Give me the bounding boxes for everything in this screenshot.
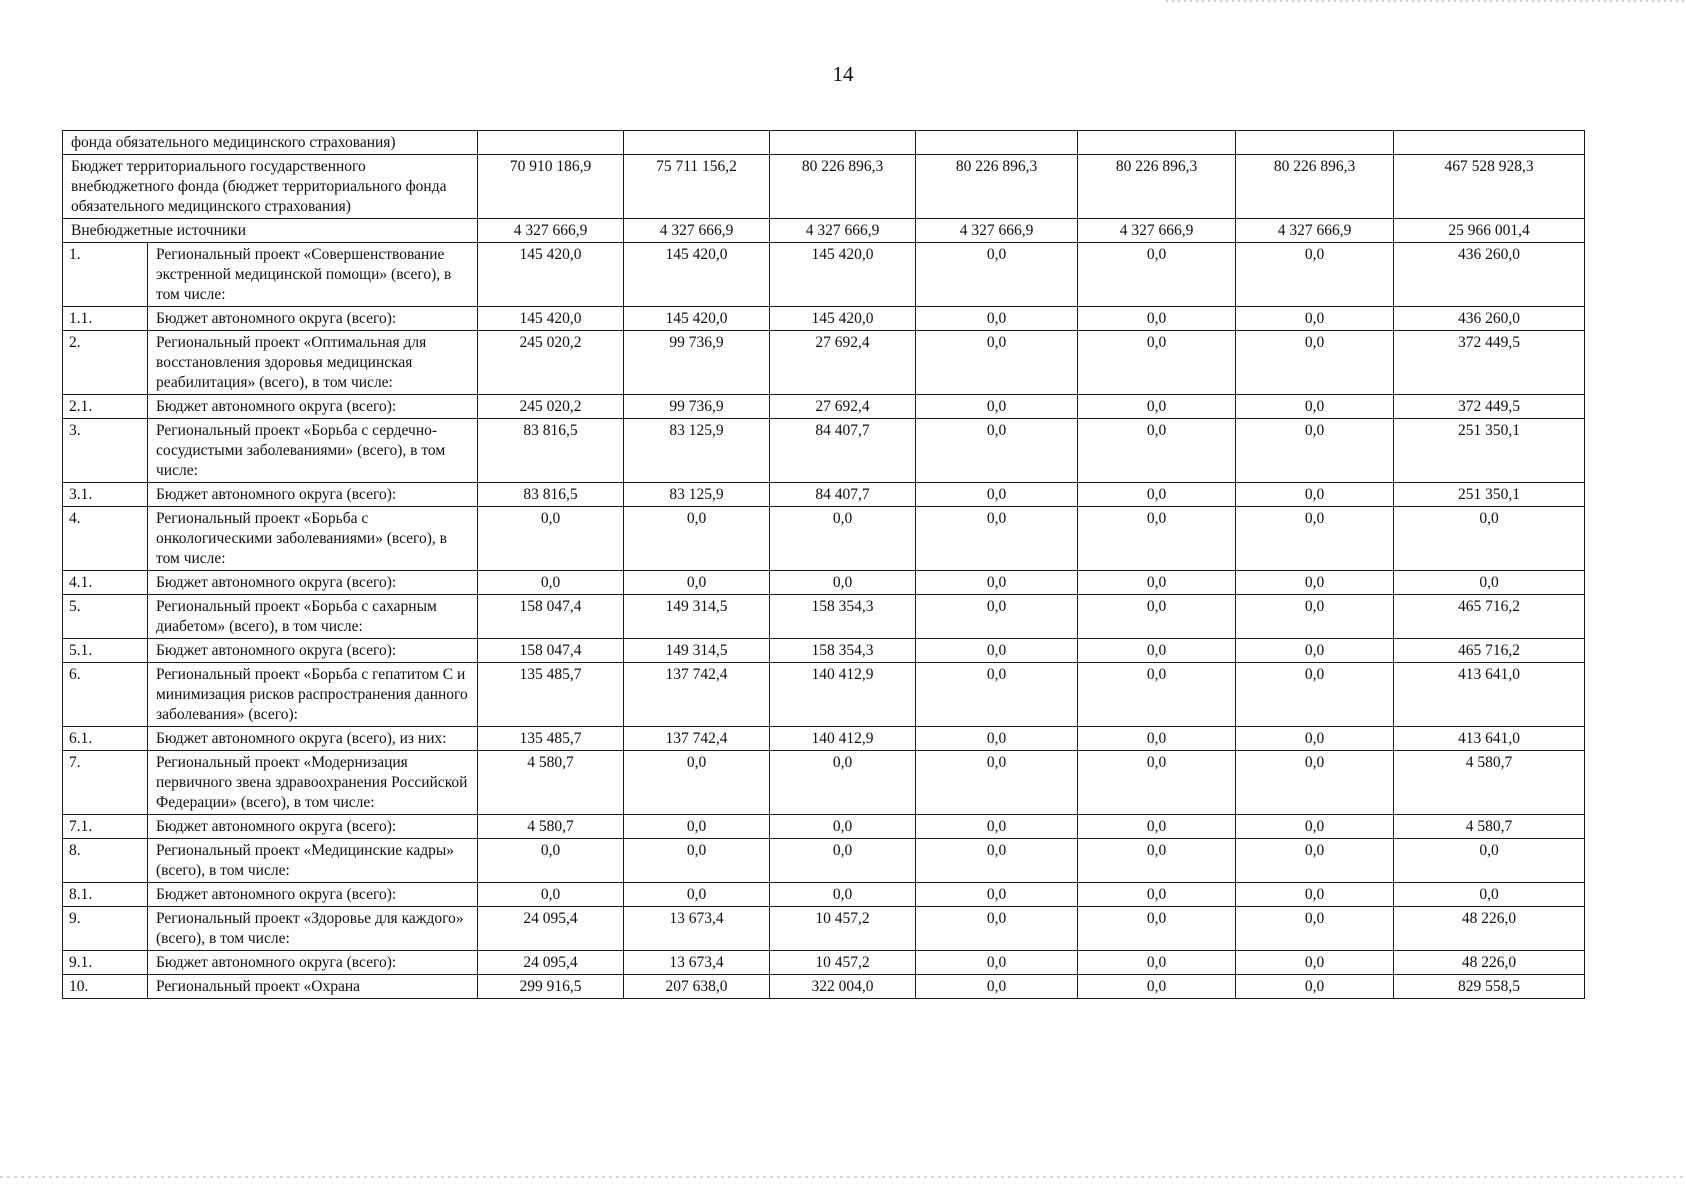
row-value: 0,0 [1078,507,1236,571]
row-value: 145 420,0 [770,307,916,331]
row-value: 70 910 186,9 [478,155,624,219]
table-row [63,395,1585,419]
row-label: Бюджет автономного округа (всего): [148,883,478,907]
row-value: 158 047,4 [478,595,624,639]
row-value [624,131,770,155]
table-body [63,131,1585,999]
row-label: Бюджет автономного округа (всего): [148,307,478,331]
table-row [63,155,1585,219]
row-value: 0,0 [916,595,1078,639]
row-value: 0,0 [916,571,1078,595]
row-value: 145 420,0 [478,307,624,331]
row-value: 0,0 [1236,815,1394,839]
row-value: 0,0 [1078,907,1236,951]
row-code: 3.1. [63,483,148,507]
table-row [63,571,1585,595]
row-value: 0,0 [770,507,916,571]
row-value: 80 226 896,3 [1236,155,1394,219]
row-value: 0,0 [624,883,770,907]
table-row [63,243,1585,307]
row-total-value: 467 528 928,3 [1394,155,1585,219]
table-row [63,907,1585,951]
row-label: Региональный проект «Здоровье для каждого» (всего), в том числе: [148,907,478,951]
row-value: 0,0 [916,815,1078,839]
row-value: 0,0 [1078,839,1236,883]
row-value: 0,0 [916,751,1078,815]
table-row [63,727,1585,751]
row-value: 0,0 [1078,483,1236,507]
row-value: 149 314,5 [624,639,770,663]
row-value: 80 226 896,3 [1078,155,1236,219]
row-value: 0,0 [916,483,1078,507]
scan-edge-top [1166,0,1686,2]
row-label: Бюджет автономного округа (всего): [148,395,478,419]
budget-table [62,130,1585,999]
row-value: 4 327 666,9 [1236,219,1394,243]
row-value: 0,0 [1078,307,1236,331]
table-row [63,219,1585,243]
row-value: 0,0 [916,419,1078,483]
row-code: 9. [63,907,148,951]
row-value: 83 125,9 [624,483,770,507]
table-row [63,951,1585,975]
row-value [478,131,624,155]
row-value: 149 314,5 [624,595,770,639]
row-value: 0,0 [1236,331,1394,395]
table-row [63,419,1585,483]
row-value: 84 407,7 [770,419,916,483]
row-label: Бюджет территориального государственного внебюджетного фонда (бюджет территориального фонда обязательного медицинского страхования) [63,155,478,219]
row-value: 0,0 [916,307,1078,331]
row-label: Региональный проект «Совершенствование экстренной медицинской помощи» (всего), в том числе: [148,243,478,307]
row-label: Региональный проект «Модернизация первичного звена здравоохранения Российской Федерации» (всего), в том числе: [148,751,478,815]
row-value: 0,0 [916,663,1078,727]
row-value: 0,0 [916,507,1078,571]
row-total-value: 25 966 001,4 [1394,219,1585,243]
row-value: 0,0 [1236,395,1394,419]
row-code: 9.1. [63,951,148,975]
row-value: 0,0 [1236,839,1394,883]
row-value: 0,0 [1236,595,1394,639]
row-value: 245 020,2 [478,331,624,395]
row-value: 158 354,3 [770,595,916,639]
row-value: 137 742,4 [624,663,770,727]
row-value: 0,0 [1078,331,1236,395]
row-label: Бюджет автономного округа (всего): [148,951,478,975]
row-value: 4 327 666,9 [770,219,916,243]
row-label: Региональный проект «Борьба с онкологическими заболеваниями» (всего), в том числе: [148,507,478,571]
row-total-value: 48 226,0 [1394,907,1585,951]
row-value: 0,0 [1236,727,1394,751]
row-value: 4 327 666,9 [916,219,1078,243]
row-value: 0,0 [916,727,1078,751]
row-value: 145 420,0 [478,243,624,307]
row-value: 145 420,0 [624,307,770,331]
row-code: 4. [63,507,148,571]
row-label: Региональный проект «Охрана [148,975,478,999]
row-value: 0,0 [770,883,916,907]
row-code: 6.1. [63,727,148,751]
row-total-value: 0,0 [1394,571,1585,595]
table-row [63,839,1585,883]
row-value: 80 226 896,3 [916,155,1078,219]
row-value: 84 407,7 [770,483,916,507]
row-value: 207 638,0 [624,975,770,999]
row-code: 4.1. [63,571,148,595]
row-value: 0,0 [624,751,770,815]
row-value: 0,0 [916,639,1078,663]
table-row [63,883,1585,907]
row-label: Бюджет автономного округа (всего), из них: [148,727,478,751]
row-value: 24 095,4 [478,907,624,951]
row-value [1078,131,1236,155]
row-total-value: 4 580,7 [1394,815,1585,839]
table-row [63,507,1585,571]
row-value [1236,131,1394,155]
row-value: 0,0 [1236,243,1394,307]
row-value: 145 420,0 [770,243,916,307]
row-label: Региональный проект «Медицинские кадры» (всего), в том числе: [148,839,478,883]
row-value: 0,0 [770,815,916,839]
row-total-value: 251 350,1 [1394,483,1585,507]
row-value: 0,0 [916,243,1078,307]
row-value: 0,0 [1078,639,1236,663]
row-code: 10. [63,975,148,999]
row-value: 140 412,9 [770,727,916,751]
row-total-value: 48 226,0 [1394,951,1585,975]
row-value: 75 711 156,2 [624,155,770,219]
table-row [63,815,1585,839]
row-label: Региональный проект «Борьба с сердечно-сосудистыми заболеваниями» (всего), в том числе: [148,419,478,483]
row-label: Бюджет автономного округа (всего): [148,639,478,663]
row-value: 4 327 666,9 [624,219,770,243]
table-row [63,639,1585,663]
row-total-value: 0,0 [1394,839,1585,883]
row-label: фонда обязательного медицинского страхования) [63,131,478,155]
row-value: 0,0 [916,975,1078,999]
row-value: 0,0 [1236,951,1394,975]
row-value: 0,0 [1078,815,1236,839]
row-total-value: 4 580,7 [1394,751,1585,815]
row-value: 4 327 666,9 [478,219,624,243]
row-value: 0,0 [770,571,916,595]
row-value: 0,0 [624,507,770,571]
row-total-value: 436 260,0 [1394,243,1585,307]
page-number: 14 [832,62,854,86]
row-value: 0,0 [1236,507,1394,571]
table-row [63,307,1585,331]
row-value: 137 742,4 [624,727,770,751]
row-label: Бюджет автономного округа (всего): [148,571,478,595]
row-value: 158 354,3 [770,639,916,663]
row-label: Бюджет автономного округа (всего): [148,815,478,839]
row-value: 0,0 [1078,395,1236,419]
row-code: 1.1. [63,307,148,331]
row-value: 24 095,4 [478,951,624,975]
row-code: 2. [63,331,148,395]
row-value: 83 816,5 [478,483,624,507]
row-value: 80 226 896,3 [770,155,916,219]
row-value: 299 916,5 [478,975,624,999]
table-row [63,483,1585,507]
row-value: 27 692,4 [770,331,916,395]
row-value: 0,0 [478,839,624,883]
row-value: 0,0 [1236,307,1394,331]
row-total-value: 0,0 [1394,507,1585,571]
row-total-value: 413 641,0 [1394,727,1585,751]
row-value: 0,0 [478,507,624,571]
row-code: 2.1. [63,395,148,419]
row-value: 4 580,7 [478,815,624,839]
row-code: 8. [63,839,148,883]
row-value: 99 736,9 [624,331,770,395]
row-value: 0,0 [1236,751,1394,815]
row-value: 0,0 [1078,419,1236,483]
row-value [916,131,1078,155]
row-code: 7.1. [63,815,148,839]
row-value: 0,0 [1078,883,1236,907]
row-value: 140 412,9 [770,663,916,727]
row-value: 0,0 [1236,663,1394,727]
table-row [63,131,1585,155]
row-value: 158 047,4 [478,639,624,663]
row-total-value: 251 350,1 [1394,419,1585,483]
row-total-value: 372 449,5 [1394,331,1585,395]
table-row [63,331,1585,395]
row-label: Региональный проект «Борьба с сахарным диабетом» (всего), в том числе: [148,595,478,639]
row-value: 0,0 [770,751,916,815]
row-total-value: 436 260,0 [1394,307,1585,331]
row-value: 0,0 [1078,975,1236,999]
table-row [63,595,1585,639]
row-value: 0,0 [916,907,1078,951]
row-value: 0,0 [1078,951,1236,975]
row-value: 83 125,9 [624,419,770,483]
row-value: 0,0 [1078,595,1236,639]
row-value: 135 485,7 [478,727,624,751]
row-value [770,131,916,155]
row-value: 13 673,4 [624,951,770,975]
row-value: 0,0 [916,951,1078,975]
row-value: 0,0 [1078,243,1236,307]
row-value: 0,0 [916,395,1078,419]
row-code: 3. [63,419,148,483]
row-total-value: 413 641,0 [1394,663,1585,727]
row-code: 1. [63,243,148,307]
row-code: 6. [63,663,148,727]
row-label: Внебюджетные источники [63,219,478,243]
row-value: 0,0 [1236,639,1394,663]
row-value: 135 485,7 [478,663,624,727]
row-value: 0,0 [1078,663,1236,727]
row-code: 7. [63,751,148,815]
row-value: 83 816,5 [478,419,624,483]
row-value: 10 457,2 [770,907,916,951]
row-value: 0,0 [1078,571,1236,595]
row-label: Региональный проект «Оптимальная для восстановления здоровья медицинская реабилитация» (всего), в том числе: [148,331,478,395]
row-value: 4 580,7 [478,751,624,815]
row-value: 0,0 [1236,483,1394,507]
row-value: 0,0 [916,839,1078,883]
row-value: 27 692,4 [770,395,916,419]
row-value: 0,0 [1236,419,1394,483]
row-value: 10 457,2 [770,951,916,975]
row-value: 0,0 [770,839,916,883]
row-value: 0,0 [916,331,1078,395]
row-value: 4 327 666,9 [1078,219,1236,243]
row-code: 5. [63,595,148,639]
row-value: 0,0 [478,571,624,595]
row-total-value: 465 716,2 [1394,595,1585,639]
row-value: 99 736,9 [624,395,770,419]
row-value: 322 004,0 [770,975,916,999]
row-total-value [1394,131,1585,155]
row-value: 245 020,2 [478,395,624,419]
row-value: 145 420,0 [624,243,770,307]
row-value: 0,0 [1236,975,1394,999]
scan-edge-bottom [0,1176,1686,1178]
table-row [63,751,1585,815]
row-value: 13 673,4 [624,907,770,951]
row-value: 0,0 [1236,883,1394,907]
row-label: Бюджет автономного округа (всего): [148,483,478,507]
table-row [63,975,1585,999]
row-total-value: 829 558,5 [1394,975,1585,999]
row-total-value: 372 449,5 [1394,395,1585,419]
row-code: 5.1. [63,639,148,663]
row-total-value: 465 716,2 [1394,639,1585,663]
row-value: 0,0 [1236,571,1394,595]
row-value: 0,0 [478,883,624,907]
row-total-value: 0,0 [1394,883,1585,907]
row-value: 0,0 [624,839,770,883]
row-value: 0,0 [1078,751,1236,815]
table-row [63,663,1585,727]
row-label: Региональный проект «Борьба с гепатитом С и минимизация рисков распространения данного заболевания» (всего): [148,663,478,727]
row-value: 0,0 [916,883,1078,907]
row-value: 0,0 [624,815,770,839]
row-value: 0,0 [624,571,770,595]
row-value: 0,0 [1078,727,1236,751]
row-code: 8.1. [63,883,148,907]
row-value: 0,0 [1236,907,1394,951]
